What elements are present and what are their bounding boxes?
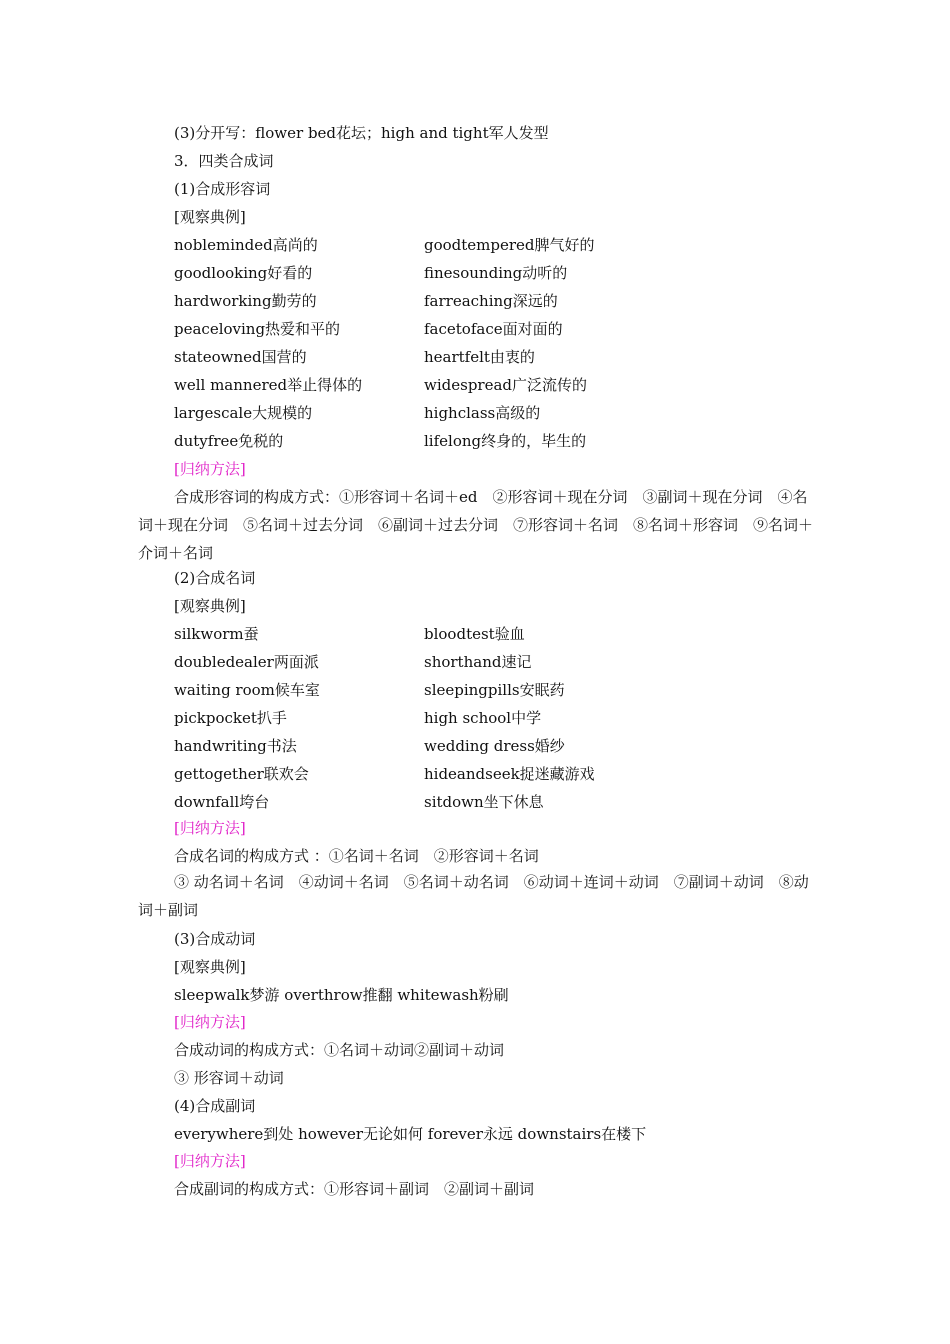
noun-example-left: handwriting书法: [174, 737, 297, 755]
adj-example-left: nobleminded高尚的: [174, 236, 318, 254]
noun-example-right: sitdown坐下休息: [424, 793, 544, 811]
adj-example-left: largescale大规模的: [174, 404, 313, 422]
noun-example-left: gettogether联欢会: [174, 765, 309, 783]
noun-example-right: sleepingpills安眠药: [424, 681, 565, 699]
verb-heading: (3)合成动词: [174, 930, 256, 948]
adj-example-left: goodlooking好看的: [174, 264, 313, 282]
adj-examples-label: [观察典例]: [174, 208, 246, 226]
noun-example-right: hideandseek捉迷藏游戏: [424, 765, 595, 783]
noun-heading: (2)合成名词: [174, 569, 256, 587]
noun-example-left: waiting room候车室: [174, 681, 320, 699]
four-types-heading: 3．四类合成词: [174, 152, 274, 170]
noun-example-right: shorthand速记: [424, 653, 532, 671]
adj-example-right: lifelong终身的，毕生的: [424, 432, 587, 450]
adv-examples-line: everywhere到处 however无论如何 forever永远 downstairs在楼下: [174, 1125, 647, 1143]
noun-example-right: bloodtest验血: [424, 625, 525, 643]
adv-heading: (4)合成副词: [174, 1097, 256, 1115]
adj-example-right: widespread广泛流传的: [424, 376, 588, 394]
verb-examples-label: [观察典例]: [174, 958, 246, 976]
noun-example-left: doubledealer两面派: [174, 653, 319, 671]
noun-example-left: pickpocket扒手: [174, 709, 287, 727]
verb-examples-line: sleepwalk梦游 overthrow推翻 whitewash粉刷: [174, 986, 509, 1004]
split-writing-line: (3)分开写：flower bed花坛；high and tight军人发型: [174, 124, 549, 142]
adj-example-left: well mannered举止得体的: [174, 376, 363, 394]
adj-example-right: heartfelt由衷的: [424, 348, 535, 366]
verb-method-label: [归纳方法]: [174, 1013, 246, 1031]
noun-example-left: downfall垮台: [174, 793, 270, 811]
adj-example-right: highclass高级的: [424, 404, 541, 422]
noun-method-label: [归纳方法]: [174, 819, 246, 837]
adj-heading: (1)合成形容词: [174, 180, 271, 198]
adj-example-left: hardworking勤劳的: [174, 292, 317, 310]
adj-method-text: 合成形容词的构成方式：①形容词＋名词＋ed ②形容词＋现在分词 ③副词＋现在分词 ④名词＋现在分词 ⑤名词＋过去分词 ⑥副词＋过去分词 ⑦形容词＋名词 ⑧名词＋形容词 ⑨名词＋介词＋名词: [138, 488, 814, 562]
noun-examples-label: [观察典例]: [174, 597, 246, 615]
verb-method-line1: 合成动词的构成方式：①名词＋动词②副词＋动词: [174, 1041, 505, 1059]
adj-example-left: stateowned国营的: [174, 348, 307, 366]
adv-method-line1: 合成副词的构成方式：①形容词＋副词 ②副词＋副词: [174, 1180, 535, 1198]
adj-method-label: [归纳方法]: [174, 460, 246, 478]
adj-example-right: facetoface面对面的: [424, 320, 563, 338]
adj-example-right: finesounding动听的: [424, 264, 568, 282]
noun-example-right: wedding dress婚纱: [424, 737, 565, 755]
adv-method-label: [归纳方法]: [174, 1152, 246, 1170]
noun-method-line1: 合成名词的构成方式 ：①名词＋名词 ②形容词＋名词: [174, 847, 539, 865]
adj-example-right: farreaching深远的: [424, 292, 558, 310]
noun-example-left: silkworm蚕: [174, 625, 259, 643]
noun-method-text2: ③ 动名词＋名词 ④动词＋名词 ⑤名词＋动名词 ⑥动词＋连词＋动词 ⑦副词＋动词 ⑧动词＋副词: [138, 873, 809, 919]
adj-example-left: dutyfree免税的: [174, 432, 284, 450]
verb-method-line2: ③ 形容词＋动词: [174, 1069, 284, 1087]
adj-example-left: peaceloving热爱和平的: [174, 320, 341, 338]
adj-example-right: goodtempered脾气好的: [424, 236, 595, 254]
noun-example-right: high school中学: [424, 709, 542, 727]
